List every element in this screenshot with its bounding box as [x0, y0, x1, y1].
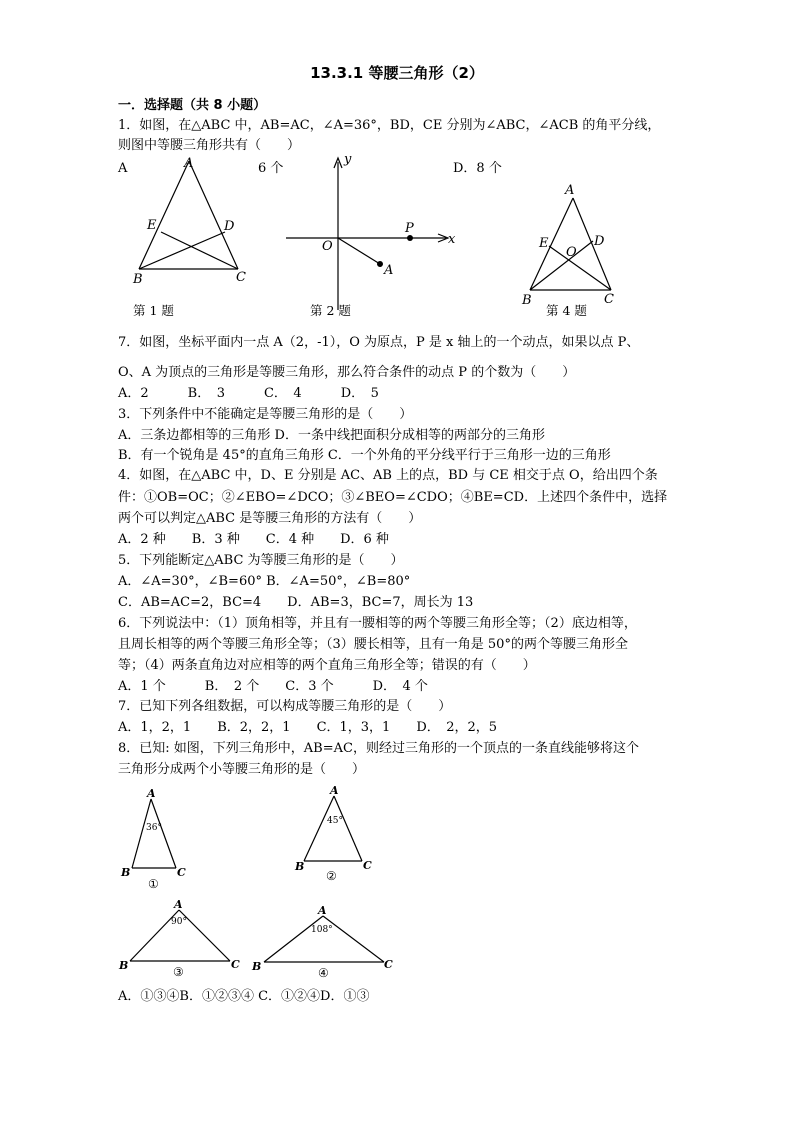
q6-options: A．1 个 B． 2 个 C．3 个 D． 4 个 [118, 679, 428, 694]
fig2-label-a: A [384, 263, 394, 278]
fig4-label-d: D [594, 234, 605, 249]
fig4-label-e: E [539, 236, 549, 251]
fig2-label-x: x [448, 232, 456, 247]
q4-options: A．2 种 B．3 种 C．4 种 D．6 种 [118, 532, 389, 547]
q3-options-line2: B．有一个锐角是 45°的直角三角形 C．一个外角的平分线平行于三角形一边的三角形 [118, 448, 611, 463]
q3-options-line1: A．三条边都相等的三角形 D．一条中线把面积分成相等的两部分的三角形 [118, 428, 545, 443]
fig2-label-p: P [405, 221, 414, 236]
q1-stem-line2: 则图中等腰三角形共有（ ） [118, 138, 301, 153]
tri2-label-b: B [295, 860, 305, 873]
q5-stem: 5．下列能断定△ABC 为等腰三角形的是（ ） [118, 553, 404, 568]
q1-option-c: 6 个 [258, 161, 284, 176]
q7a-options: A．2 B． 3 C． 4 D． 5 [118, 386, 379, 401]
tri2-angle: 45° [327, 816, 343, 826]
q8-triangle-1 [115, 785, 195, 895]
tri2-label-a: A [330, 784, 339, 797]
fig2-point-a [377, 261, 383, 267]
q6-stem-line2: 且周长相等的两个等腰三角形全等；（3）腰长相等，且有一角是 50°的两个等腰三角形全 [118, 637, 628, 652]
q3-stem: 3．下列条件中不能确定是等腰三角形的是（ ） [118, 407, 413, 422]
q7b-stem: 7．已知下列各组数据，可以构成等腰三角形的是（ ） [118, 699, 452, 714]
tri1-label-b: B [121, 866, 131, 879]
tri3-label-b: B [119, 959, 129, 972]
q8-triangle-3 [115, 897, 250, 979]
fig4-caption: 第 4 题 [546, 303, 587, 318]
figure-2-coordinate-plane [280, 150, 465, 325]
section-heading: 一．选择题（共 8 小题） [118, 98, 267, 113]
q4-stem-line2: 件：①OB=OC；②∠EBO=∠DCO；③∠BEO=∠CDO；④BE=CD．上述四个条件中，选择 [118, 490, 668, 505]
fig1-caption: 第 1 题 [133, 303, 174, 318]
tri1-angle: 36° [146, 823, 162, 833]
fig4-label-c: C [604, 292, 614, 307]
tri4-label-c: C [384, 958, 393, 971]
fig1-label-b: B [133, 272, 143, 287]
q4-stem-line1: 4．如图，在△ABC 中，D、E 分别是 AC、AB 上的点，BD 与 CE 相交于点 O，给出四个条 [118, 468, 658, 483]
fig1-label-a: A [184, 156, 194, 171]
q5-options-line1: A．∠A=30°，∠B=60° B．∠A=50°，∠B=80° [118, 574, 411, 589]
q1-stem-line1: 1．如图，在△ABC 中，AB=AC，∠A=36°，BD，CE 分别为∠ABC，∠ACB 的角平分线， [118, 118, 661, 133]
tri1-label-a: A [147, 787, 156, 800]
figure-1-triangle [125, 155, 260, 325]
fig4-label-o: O [566, 245, 577, 260]
q1-option-a: A [118, 161, 128, 176]
tri3-number: ③ [173, 965, 184, 979]
q8-triangle-2 [290, 783, 380, 883]
q8-options: A．①③④B．①②③④ C．①②④D．①③ [118, 989, 370, 1004]
fig2-label-o: O [322, 239, 333, 254]
tri3-label-c: C [231, 958, 240, 971]
tri2-label-c: C [363, 859, 372, 872]
q6-stem-line1: 6．下列说法中：（1）顶角相等，并且有一腰相等的两个等腰三角形全等；（2）底边相等， [118, 616, 637, 631]
tri4-angle: 108° [311, 925, 333, 935]
tri2-number: ② [326, 869, 337, 883]
q1-option-d: D．8 个 [453, 161, 502, 176]
q8-triangle-4 [250, 903, 400, 979]
fig1-label-c: C [236, 270, 246, 285]
q8-stem-line2: 三角形分成两个小等腰三角形的是（ ） [118, 762, 366, 777]
q7a-stem-line2: O、A 为顶点的三角形是等腰三角形，那么符合条件的动点 P 的个数为（ ） [118, 365, 576, 380]
q4-stem-line3: 两个可以判定△ABC 是等腰三角形的方法有（ ） [118, 511, 422, 526]
q7a-stem-line1: 7．如图，坐标平面内一点 A（2，-1），O 为原点，P 是 x 轴上的一个动点，如果以点 P、 [118, 335, 640, 350]
q6-stem-line3: 等；（4）两条直角边对应相等的两个直角三角形全等；错误的有（ ） [118, 658, 536, 673]
fig2-caption: 第 2 题 [310, 303, 351, 318]
q8-stem-line1: 8．已知: 如图，下列三角形中，AB=AC，则经过三角形的一个顶点的一条直线能够将这个 [118, 741, 639, 756]
fig4-label-b: B [522, 293, 532, 308]
fig4-label-a: A [565, 183, 575, 198]
tri1-number: ① [148, 877, 159, 891]
tri4-label-a: A [318, 904, 327, 917]
tri1-label-c: C [177, 866, 186, 879]
fig1-label-e: E [147, 218, 157, 233]
q7b-options: A．1，2，1 B．2，2，1 C．1，3，1 D． 2，2，5 [118, 720, 498, 735]
figure-4-triangle [515, 180, 625, 325]
page-title: 13.3.1 等腰三角形（2） [310, 64, 484, 82]
tri4-label-b: B [252, 960, 262, 973]
tri3-angle: 90° [171, 917, 187, 927]
tri4-number: ④ [318, 966, 329, 979]
fig2-label-y: y [344, 152, 352, 167]
q5-options-line2: C．AB=AC=2，BC=4 D．AB=3，BC=7，周长为 13 [118, 595, 474, 610]
fig1-label-d: D [224, 219, 235, 234]
tri3-label-a: A [174, 898, 183, 911]
